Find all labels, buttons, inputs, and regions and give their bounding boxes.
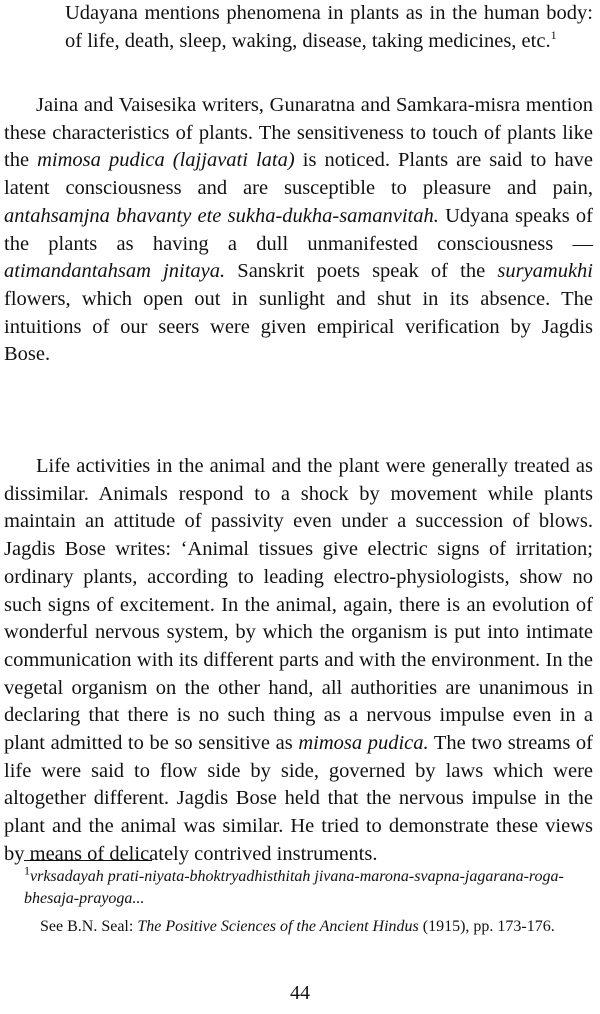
paragraph-text: flowers, which open out in sunlight and shut in its absence. The intuitions of our seers were given empirical verification by Jagdis Bose. xyxy=(4,287,593,366)
citation-prefix: See B.N. Seal: xyxy=(40,918,138,935)
footnote-reference: 1 xyxy=(550,27,557,42)
page-number: 44 xyxy=(290,982,310,1004)
paragraph-text: is noticed. Plants are said to have latent consciousness and are susceptible to pleasure and pain, xyxy=(4,149,594,200)
italic-term: suryamukhi xyxy=(497,260,593,283)
quote-text: Udayana mentions phenomena in plants as in the human body: of life, death, sleep, waking, disease, taking medicines, etc. xyxy=(65,2,593,52)
paragraph-text: Jaina and Vaisesika writers, Gunaratna and Samkara-misra mention these characteristics of plants. The sensitiveness to touch of plants like the xyxy=(4,94,593,172)
italic-term: mimosa pudica (lajjavati lata) xyxy=(37,149,295,172)
italic-term: antahsamjna bhavanty ete sukha-dukha-samanvitah. xyxy=(4,204,439,227)
italic-term: mimosa pudica. xyxy=(298,732,429,755)
footnote-sanskrit-text: vrksadayah prati-niyata-bhoktryadhisthitah jivana-marona-svapna-jagarana-roga-bhesaja-prayoga... xyxy=(24,868,564,907)
paragraph-text: Life activities in the animal and the plant were generally treated as dissimilar. Animals respond to a shock by movement while plants maintain an attitude of passivity even under a succession of blows. Jagdis Bose writes: ‘Animal tissues give electric signs of irritation; ordinary plants, according to leading electro-physiologists, show no such signs of excitement. In the animal, again, there is an evolution of wonderful nervous system, by which the organism is put into intimate communication with its different parts and with the environment. In the vegetal organism on the other hand, all authorities are unanimous in declaring that there is no such thing as a nervous impulse even in a plant admitted to be so sensitive as xyxy=(4,455,593,755)
citation-suffix: (1915), pp. 173-176. xyxy=(418,918,555,935)
citation-title: The Positive Sciences of the Ancient Hindus xyxy=(137,918,419,935)
italic-term: atimandantahsam jnitaya. xyxy=(4,260,226,283)
paragraph-bose-experiments xyxy=(4,453,593,869)
paragraph-text: The two streams of life were said to flow side by side, governed by laws which were altogether different. Jagdis Bose held that the nervous impulse in the plant and the animal was similar. He tried to demonstrate these views by means of delicately contrived instruments. xyxy=(4,732,594,865)
paragraph-plant-sensitivity xyxy=(4,92,593,369)
footnote-mark: 1 xyxy=(24,863,30,878)
block-quote xyxy=(65,0,593,55)
footnote-1 xyxy=(24,863,564,910)
footnote-citation xyxy=(24,916,564,938)
paragraph-text: Udyana speaks of the plants as having a dull unmanifested consciousness — xyxy=(4,204,594,255)
paragraph-text: Sanskrit poets speak of the xyxy=(225,260,498,283)
footnote-divider xyxy=(24,860,152,861)
